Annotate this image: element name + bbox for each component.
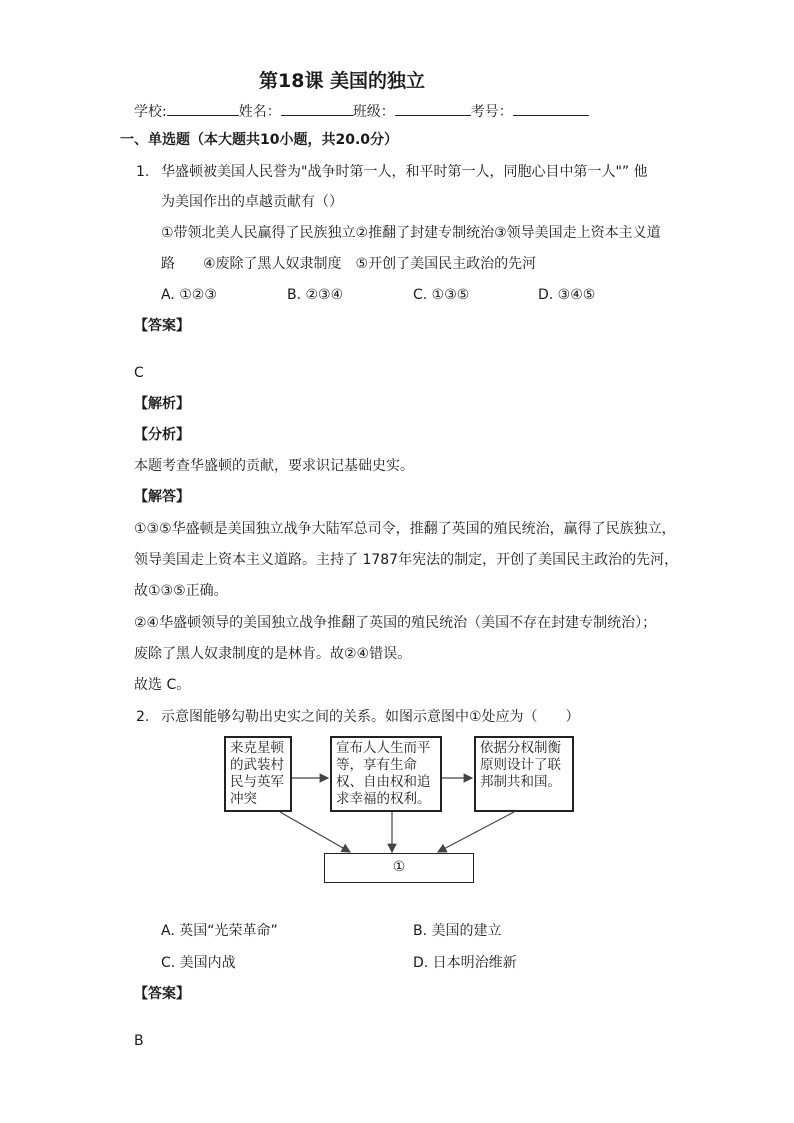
q2-option-a[interactable]: A. 英国“光荣革命” xyxy=(161,923,278,939)
section-heading: 一、单选题（本大题共10小题，共20.0分） xyxy=(120,132,399,148)
name-label: 姓名： xyxy=(238,104,281,120)
arrow-box3-to-result xyxy=(438,812,514,852)
q1-jieda-line-2: 领导美国走上资本主义道路。主持了 1787年宪法的制定，开创了美国民主政治的先河， xyxy=(134,552,679,568)
diagram-box-constitution: 依据分权制衡原则设计了联邦制共和国。 xyxy=(474,736,574,812)
q2-option-d[interactable]: D. 日本明治维新 xyxy=(413,955,517,971)
q2-answer: B xyxy=(134,1033,144,1049)
q2-number: 2. xyxy=(136,709,150,725)
diagram-box-lexington: 来克星顿的武装村民与英军冲突 xyxy=(224,736,292,812)
diagram-result-box: ① xyxy=(324,853,474,883)
q1-items-line-2: 路 ④废除了黑人奴隶制度 ⑤开创了美国民主政治的先河 xyxy=(161,256,537,272)
q1-items-line-1: ①带领北美人民赢得了民族独立②推翻了封建专制统治③领导美国走上资本主义道 xyxy=(161,225,661,241)
exam-no-blank[interactable] xyxy=(513,101,589,116)
q1-number: 1. xyxy=(136,164,150,180)
q1-jieda-tag: 【解答】 xyxy=(134,489,190,505)
q1-option-c[interactable]: C. ①③⑤ xyxy=(413,287,470,303)
q1-option-a[interactable]: A. ①②③ xyxy=(161,287,217,303)
q1-fenxi-text: 本题考查华盛顿的贡献，要求识记基础史实。 xyxy=(134,458,414,474)
q1-jieda-line-5: 废除了黑人奴隶制度的是林肯。故②④错误。 xyxy=(134,646,412,662)
q1-answer-tag: 【答案】 xyxy=(134,318,190,334)
q2-answer-tag: 【答案】 xyxy=(134,986,190,1002)
q1-analysis-tag: 【解析】 xyxy=(134,396,190,412)
class-blank[interactable] xyxy=(395,101,471,116)
q1-conclusion: 故选 C。 xyxy=(134,677,191,693)
q1-fenxi-tag: 【分析】 xyxy=(134,427,190,443)
q1-jieda-line-1: ①③⑤华盛顿是美国独立战争大陆军总司令，推翻了英国的殖民统治，赢得了民族独立， xyxy=(134,521,676,537)
page-title: 第18课 美国的独立 xyxy=(259,70,426,92)
diagram-box-declaration: 宣布人人生而平等，享有生命权、自由权和追求幸福的权利。 xyxy=(330,736,442,812)
class-label: 班级： xyxy=(352,104,395,120)
q2-stem: 示意图能够勾勒出史实之间的关系。如图示意图中①处应为（ ） xyxy=(161,709,580,725)
exam-no-label: 考号： xyxy=(470,104,513,120)
q1-answer: C xyxy=(134,365,144,381)
school-label: 学校: xyxy=(134,104,167,120)
q1-stem-line-1: 华盛顿被美国人民誉为"战争时第一人，和平时第一人，同胞心目中第一人"” 他 xyxy=(161,164,648,180)
school-blank[interactable] xyxy=(167,101,239,116)
q2-option-c[interactable]: C. 美国内战 xyxy=(161,955,236,971)
q2-option-b[interactable]: B. 美国的建立 xyxy=(413,923,502,939)
q1-stem-line-2: 为美国作出的卓越贡献有（） xyxy=(161,194,343,210)
student-info-line xyxy=(134,101,589,122)
q1-jieda-line-4: ②④华盛顿领导的美国独立战争推翻了英国的殖民统治（美国不存在封建专制统治）； xyxy=(134,615,657,631)
arrow-box1-to-result xyxy=(280,812,350,852)
q1-option-b[interactable]: B. ②③④ xyxy=(287,287,344,303)
q2-flow-diagram xyxy=(224,736,576,886)
q1-jieda-line-3: 故①③⑤正确。 xyxy=(134,583,228,599)
name-blank[interactable] xyxy=(281,101,353,116)
q1-option-d[interactable]: D. ③④⑤ xyxy=(538,287,596,303)
